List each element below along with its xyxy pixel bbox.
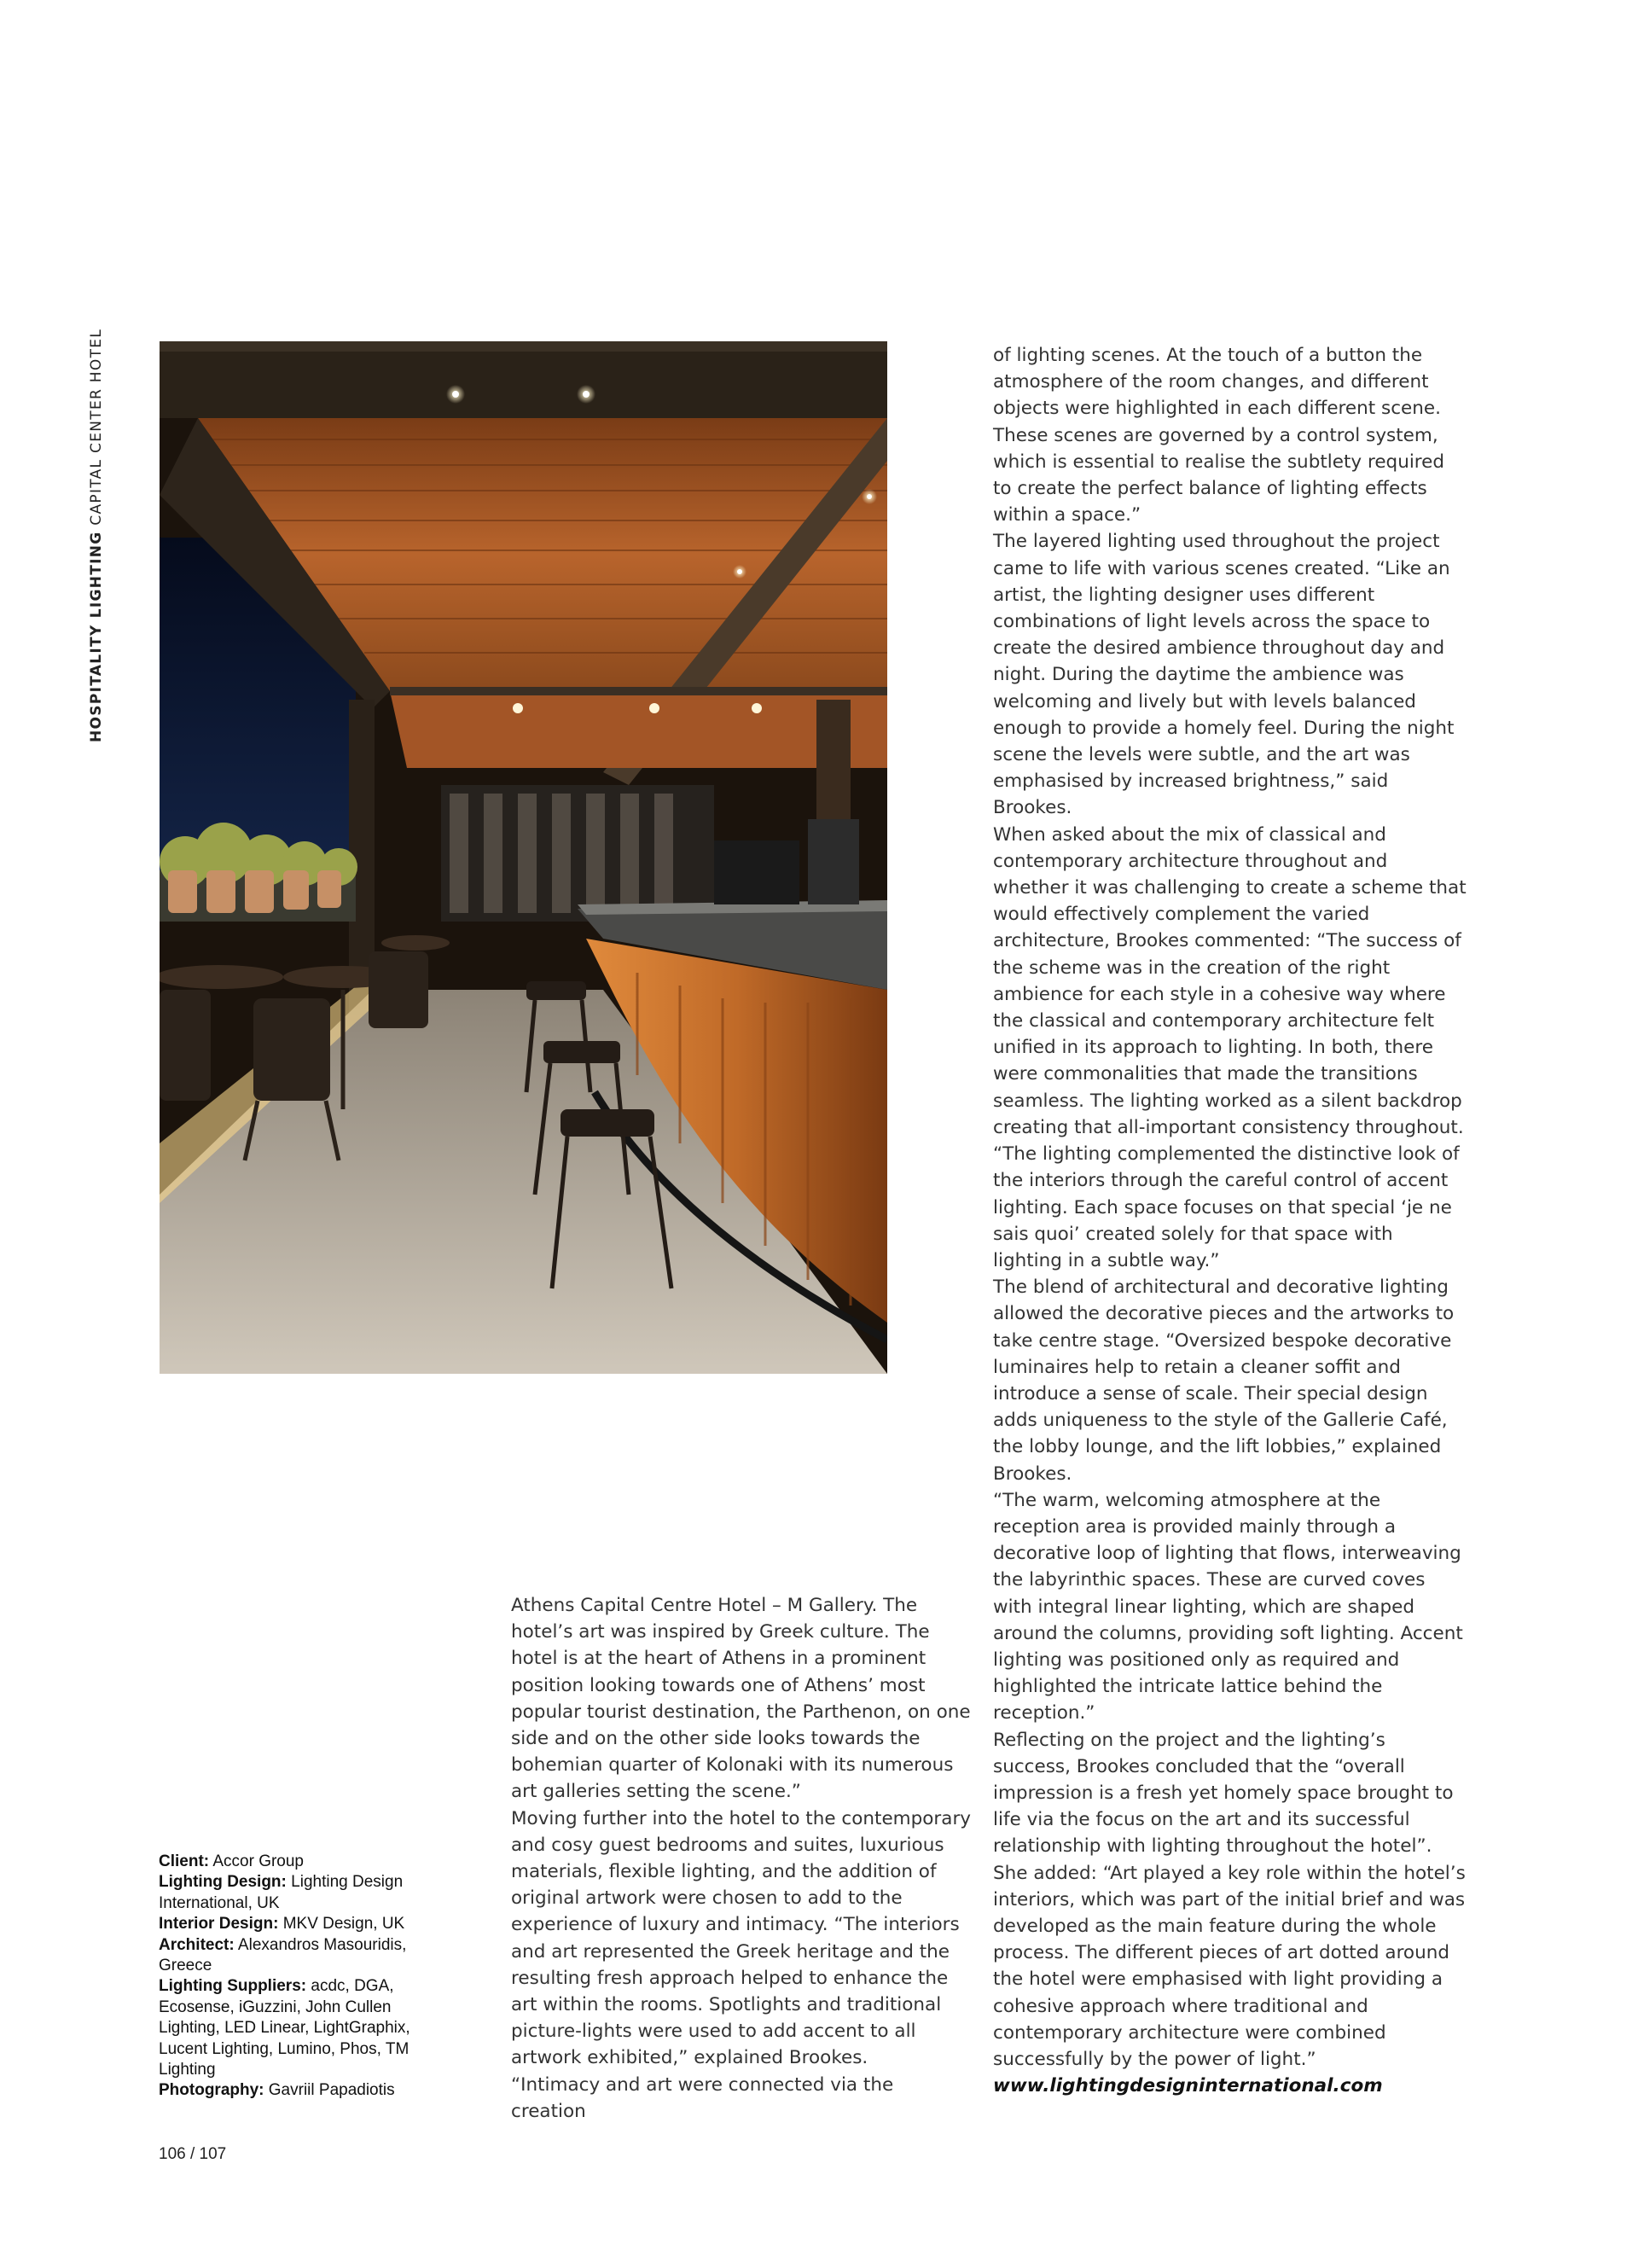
paragraph: When asked about the mix of classical and contemporary architecture throughout and whether it was challenging to create a scheme that would effectively complement the varied architecture, Brookes commented: “The success of the scheme was in the creation of the right ambience for each style in a cohesive way where the classical and contemporary architecture felt unified in its approach to lighting. In both, there were commonalities that made the transitions seamless. The lighting worked as a silent backdrop creating that all-important consistency throughout. <box>993 823 1467 1138</box>
photo-illustration <box>160 341 887 1374</box>
rooftop-bar-photo <box>160 341 887 1374</box>
running-head <box>88 328 112 742</box>
paragraph: “Intimacy and art were connected via the creation <box>511 2073 894 2122</box>
paragraph: “The warm, welcoming atmosphere at the reception area is provided mainly through a decorative loop of lighting that flows, interweaving the labyrinthic spaces. These are curved coves with integral linear lighting, which are shaped around the columns, providing soft lighting. Accent lighting was positioned only as required and highlighted the intricate lattice behind the reception.” <box>993 1489 1463 1724</box>
credit-lighting-design: Lighting Design: Lighting Design International, UK <box>159 1873 404 1912</box>
credit-lighting-suppliers: Lighting Suppliers: acdc, DGA, Ecosense, iGuzzini, John Cullen Lighting, LED Linear, LightGraphix, Lucent Lighting, Lumino, Phos, TM Lighting <box>159 1977 410 2079</box>
paragraph: The layered lighting used throughout the project came to life with various scenes created. “Like an artist, the lighting designer uses different combinations of light levels across the space to create the desired ambience throughout day and night. During the daytime the ambience was welcoming and lively but with levels balanced enough to provide a homely feel. During the night scene the levels were subtle, and the art was emphasised by increased brightness,” said Brookes. <box>993 531 1455 819</box>
paragraph: The blend of architectural and decorative lighting allowed the decorative pieces and the artworks to take centre stage. “Oversized bespoke decorative luminaires help to retain a cleaner soffit and introduce a sense of scale. Their special design adds uniqueness to the style of the Gallerie Café, the lobby lounge, and the lift lobbies,” explained Brookes. <box>993 1276 1455 1485</box>
paragraph: Reflecting on the project and the lighting’s success, Brookes concluded that the “overall impression is a fresh yet homely space brought to life via the focus on the art and its successful relationship with lighting throughout the hotel”. <box>993 1729 1454 1858</box>
article-label: CAPITAL CENTER HOTEL <box>88 328 105 526</box>
page-number: 106 / 107 <box>159 2145 227 2163</box>
body-column-right <box>993 342 1467 2099</box>
paragraph: “The lighting complemented the distinctive look of the interiors through the careful control of accent lighting. Each space focuses on that special ‘je ne sais quoi’ created solely for that space with lighting in a subtle way.” <box>993 1143 1460 1271</box>
credit-architect: Architect: Alexandros Masouridis, Greece <box>159 1935 407 1975</box>
section-label: HOSPITALITY LIGHTING <box>88 531 105 742</box>
paragraph: Athens Capital Centre Hotel – M Gallery. The hotel’s art was inspired by Greek culture. The hotel is at the heart of Athens in a prominent position looking towards one of Athens’ most popular tourist destination, the Parthenon, on one side and on the other side looks towards the bohemian quarter of Kolonaki with its numerous art galleries setting the scene.” <box>511 1595 971 1803</box>
credit-photography: Photography: Gavriil Papadiotis <box>159 2081 395 2100</box>
body-column-middle <box>511 1592 972 2125</box>
paragraph: of lighting scenes. At the touch of a button the atmosphere of the room changes, and different objects were highlighted in each different scene. These scenes are governed by a control system, which is essential to realise the subtlety required to create the perfect balance of lighting effects within a space.” <box>993 345 1445 526</box>
paragraph: She added: “Art played a key role within the hotel’s interiors, which was part of the initial brief and was developed as the main feature during the whole process. The different pieces of art dotted around the hotel were emphasised with light providing a cohesive approach where traditional and contemporary architecture were combined successfully by the power of light.” <box>993 1862 1466 2070</box>
paragraph: Moving further into the hotel to the contemporary and cosy guest bedrooms and suites, luxurious materials, flexible lighting, and the addition of original artwork were chosen to add to the experience of luxury and intimacy. “The interiors and art represented the Greek heritage and the resulting fresh approach helped to enhance the art within the rooms. Spotlights and traditional picture-lights were used to add accent to all artwork exhibited,” explained Brookes. <box>511 1807 972 2069</box>
credit-interior-design: Interior Design: MKV Design, UK <box>159 1915 405 1934</box>
credit-client: Client: Accor Group <box>159 1852 304 1870</box>
project-credits <box>159 1852 453 2102</box>
website-link[interactable]: www.lightingdesigninternational.com <box>993 2075 1383 2097</box>
